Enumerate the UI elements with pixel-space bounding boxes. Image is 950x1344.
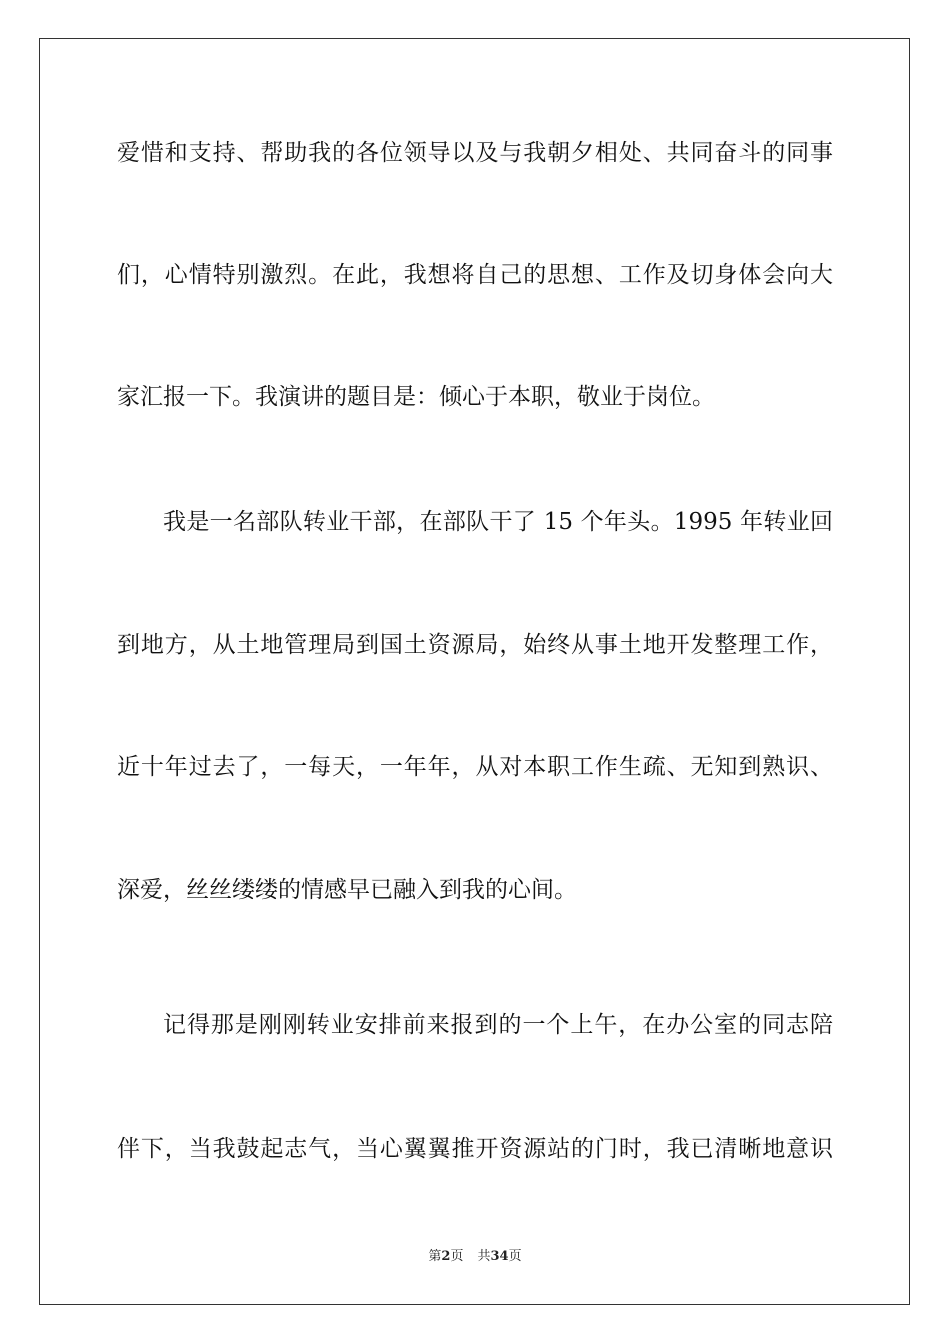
- text-line-6: 近十年过去了，一每天，一年年，从对本职工作生疏、无知到熟识、: [117, 754, 833, 780]
- footer-page-total: 34: [490, 1249, 509, 1264]
- text-line-8: 记得那是刚刚转业安排前来报到的一个上午，在办公室的同志陪: [163, 1012, 833, 1038]
- page-border: [39, 38, 910, 1305]
- text-line-1: 爱惜和支持、帮助我的各位领导以及与我朝夕相处、共同奋斗的同事: [117, 140, 833, 166]
- text-line-2: 们，心情特别激烈。在此，我想将自己的思想、工作及切身体会向大: [117, 262, 833, 288]
- text-line-9: 伴下，当我鼓起志气，当心翼翼推开资源站的门时，我已清晰地意识: [117, 1136, 833, 1162]
- text-line-4: 我是一名部队转业干部，在部队干了 15 个年头。1995 年转业回: [163, 509, 833, 535]
- page-footer: [0, 1249, 950, 1265]
- footer-total-suffix: 页: [508, 1249, 522, 1264]
- footer-page-mid: 页: [450, 1249, 464, 1264]
- footer-page-prefix: 第: [428, 1249, 442, 1264]
- text-line-7: 深爱，丝丝缕缕的情感早已融入到我的心间。: [117, 877, 577, 903]
- footer-page-current: 2: [441, 1249, 451, 1264]
- text-line-5: 到地方，从土地管理局到国土资源局，始终从事土地开发整理工作，: [117, 632, 833, 658]
- text-line-3: 家汇报一下。我演讲的题目是：倾心于本职，敬业于岗位。: [117, 384, 715, 410]
- footer-total-prefix: 共: [477, 1249, 491, 1264]
